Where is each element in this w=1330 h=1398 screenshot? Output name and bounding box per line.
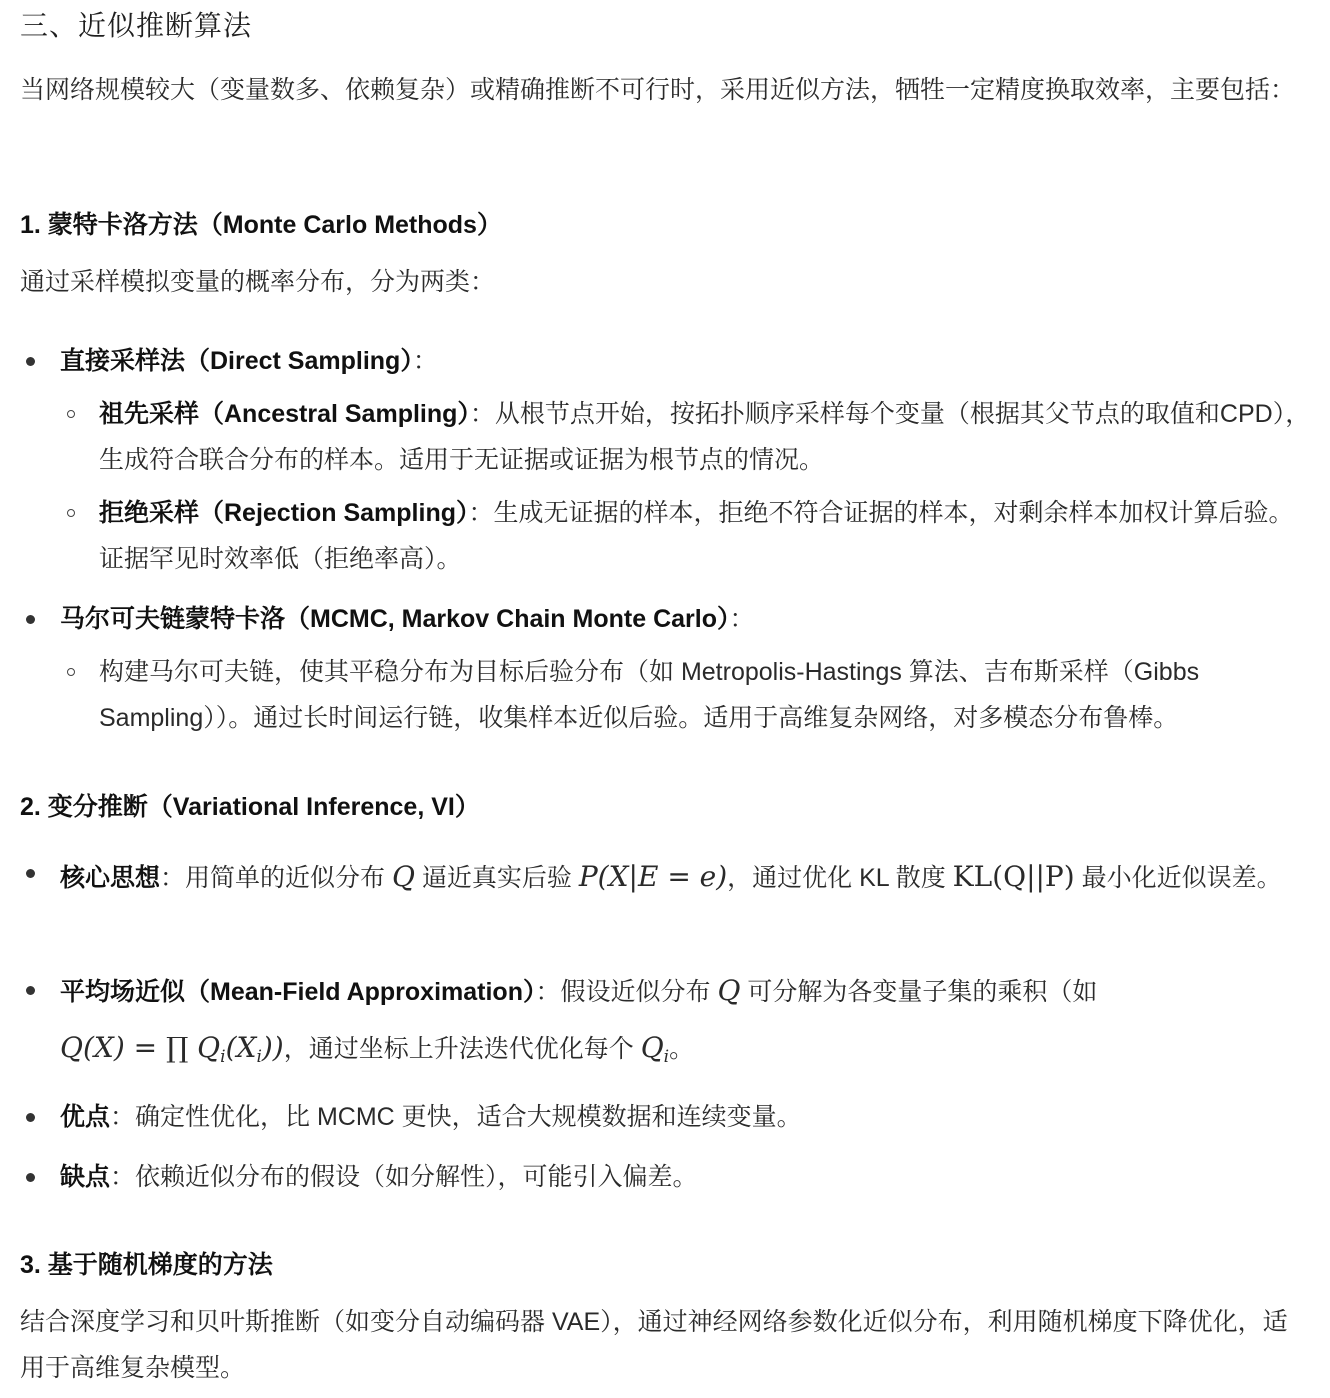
sub-bullet-circle: [67, 668, 75, 676]
direct-sampling-label: 直接采样法（Direct Sampling）: [60, 347, 413, 375]
monte-carlo-intro: 通过采样模拟变量的概率分布，分为两类：: [20, 268, 496, 296]
mean-field-label: 平均场近似（Mean-Field Approximation）: [60, 978, 536, 1006]
mcmc-description: 构建马尔可夫链，使其平稳分布为目标后验分布（如 Metropolis-Hastings 算法、吉布斯采样（Gibbs Sampling））。通过长时间运行链，收集样本近似后验。适用于高维复杂网络，对多模态分布鲁棒。: [99, 658, 1200, 732]
mean-field-text-1: ：假设近似分布: [535, 978, 718, 1006]
math-q: Q: [717, 974, 741, 1007]
bullet-dot: [26, 615, 35, 624]
pros-label: 优点: [60, 1103, 111, 1131]
heading-variational-inference: 2. 变分推断（Variational Inference, VI）: [20, 793, 480, 821]
heading-stochastic-gradient: 3. 基于随机梯度的方法: [20, 1251, 273, 1279]
core-idea-text-2: 逼近真实后验: [414, 864, 579, 892]
math-q: Q: [391, 860, 415, 893]
rejection-sampling-text: ：生成无证据的样本，拒绝不符合证据的样本，对剩余样本加权计算后验。证据罕见时效率低（拒绝率高）。: [99, 499, 1294, 573]
core-idea-text-1: ：用简单的近似分布: [160, 864, 392, 892]
list-item-mcmc: [60, 596, 1312, 642]
heading-monte-carlo: 1. 蒙特卡洛方法（Monte Carlo Methods）: [20, 211, 502, 239]
list-item-core-idea: [60, 848, 1312, 907]
bullet-dot: [26, 869, 35, 878]
intro-paragraph: 当网络规模较大（变量数多、依赖复杂）或精确推断不可行时，采用近似方法，牺牲一定精度换取效率，主要包括：: [20, 76, 1296, 104]
core-idea-text-3: ，通过优化 KL 散度: [727, 864, 953, 892]
list-item-direct-sampling: [60, 338, 1312, 384]
mcmc-label: 马尔可夫链蒙特卡洛（MCMC, Markov Chain Monte Carlo）: [60, 605, 730, 633]
pros-text: ：确定性优化，比 MCMC 更快，适合大规模数据和连续变量。: [110, 1103, 802, 1131]
mean-field-text-3: ，通过坐标上升法迭代优化每个: [283, 1035, 641, 1063]
list-item-mean-field: [60, 963, 1312, 1085]
core-idea-label: 核心思想: [60, 864, 161, 892]
list-item-pros: [60, 1094, 1312, 1140]
mcmc-colon: ：: [729, 605, 755, 633]
list-item-cons: [60, 1154, 1312, 1200]
bullet-dot: [26, 986, 35, 995]
section-title: 三、近似推断算法: [20, 10, 253, 41]
direct-sampling-colon: ：: [412, 347, 438, 375]
ancestral-sampling-label: 祖先采样（Ancestral Sampling）: [99, 400, 470, 428]
sub-bullet-circle: [67, 509, 75, 517]
mean-field-text-2: 可分解为各变量子集的乘积（如: [740, 978, 1098, 1006]
ancestral-sampling-text: ：从根节点开始，按拓扑顺序采样每个变量（根据其父节点的取值和CPD），生成符合联合分布的样本。适用于无证据或证据为根节点的情况。: [99, 400, 1311, 474]
math-product-formula: Q(X) = ∏ $Q_i(X_i)$): [60, 1031, 284, 1067]
rejection-sampling-label: 拒绝采样（Rejection Sampling）: [99, 499, 469, 527]
math-posterior: P(X|E = e): [578, 860, 728, 893]
math-q-i: $Q_i$: [640, 1031, 670, 1067]
list-item-rejection-sampling: [99, 490, 1312, 582]
bullet-dot: [26, 357, 35, 366]
sgd-paragraph: 结合深度学习和贝叶斯推断（如变分自动编码器 VAE），通过神经网络参数化近似分布，利用随机梯度下降优化，适用于高维复杂模型。: [20, 1308, 1288, 1382]
list-item-ancestral-sampling: [99, 391, 1312, 483]
sub-bullet-circle: [67, 410, 75, 418]
bullet-dot: [26, 1113, 35, 1122]
cons-label: 缺点: [60, 1163, 111, 1191]
cons-text: ：依赖近似分布的假设（如分解性），可能引入偏差。: [110, 1163, 698, 1191]
bullet-dot: [26, 1173, 35, 1182]
core-idea-text-4: 最小化近似误差。: [1074, 864, 1282, 892]
mean-field-text-4: 。: [669, 1035, 695, 1063]
math-kl-divergence: KL(Q||P): [952, 860, 1075, 893]
